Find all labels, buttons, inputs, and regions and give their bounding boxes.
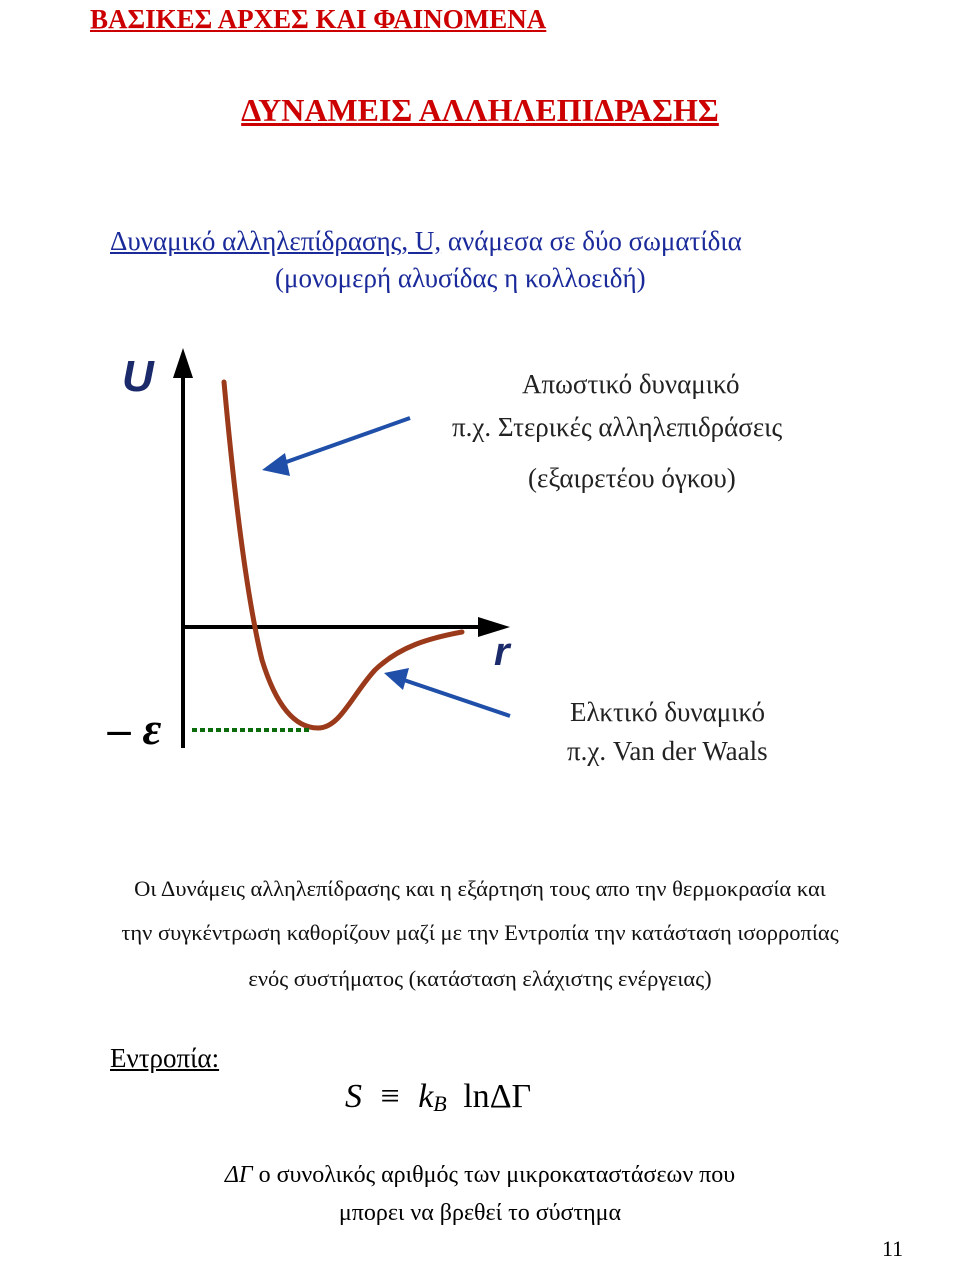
paragraph-line2: την συγκέντρωση καθορίζουν μαζί με την Εντροπία την κατάσταση ισορροπίας xyxy=(121,920,839,945)
y-axis-label: U xyxy=(122,352,154,401)
formula-dgamma: ΔΓ xyxy=(489,1078,532,1115)
y-axis-arrowhead xyxy=(173,348,193,378)
formula-equiv: ≡ xyxy=(380,1078,400,1115)
gamma-symbol: ΔΓ xyxy=(224,1162,253,1188)
x-axis-label: r xyxy=(494,630,510,674)
gamma-definition-line1 xyxy=(0,1162,960,1189)
potential-curve xyxy=(224,382,462,728)
repulsive-arrowhead xyxy=(262,453,290,476)
epsilon-label: – ε xyxy=(108,703,162,754)
formula-ln: ln xyxy=(463,1078,490,1115)
entropy-formula xyxy=(345,1078,531,1116)
page-number: 11 xyxy=(882,1236,904,1261)
subtitle-rest: ανάμεσα σε δύο σωματίδια xyxy=(441,226,742,256)
attractive-line2: π.χ. Van der Waals xyxy=(567,736,768,766)
header-title: ΒΑΣΙΚΕΣ ΑΡΧΕΣ ΚΑΙ ΦΑΙΝΟΜΕΝΑ xyxy=(90,4,547,34)
repulsive-arrow xyxy=(275,418,410,466)
attractive-line1: Ελκτικό δυναμικό xyxy=(570,697,766,727)
repulsive-line2: π.χ. Στερικές αλληλεπιδράσεις xyxy=(452,412,783,442)
subtitle-link[interactable]: Δυναμικό αλληλεπίδρασης, U, xyxy=(110,226,442,256)
repulsive-line1: Απωστικό δυναμικό xyxy=(522,369,740,399)
paragraph-line1: Οι Δυνάμεις αλληλεπίδρασης και η εξάρτηση τους απο την θερμοκρασία και xyxy=(134,876,826,901)
attractive-arrow xyxy=(398,678,510,716)
gamma-rest: ο συνολικός αριθμός των μικροκαταστάσεων που xyxy=(252,1162,736,1188)
subtitle-line2: (μονομερή αλυσίδας η κολλοειδή) xyxy=(275,263,646,293)
paragraph-line3: ενός συστήματος (κατάσταση ελάχιστης ενέργειας) xyxy=(248,966,712,991)
repulsive-line3: (εξαιρετέου όγκου) xyxy=(528,463,736,493)
gamma-definition-line2: μπορει να βρεθεί το σύστημα xyxy=(338,1200,622,1226)
formula-k: k xyxy=(418,1078,434,1115)
entropy-label: Εντροπία: xyxy=(110,1043,220,1073)
attractive-arrowhead xyxy=(384,668,409,690)
formula-s: S xyxy=(345,1078,362,1115)
page-title: ΔΥΝΑΜΕΙΣ ΑΛΛΗΛΕΠΙΔΡΑΣΗΣ xyxy=(241,92,719,128)
formula-b: B xyxy=(433,1091,447,1116)
